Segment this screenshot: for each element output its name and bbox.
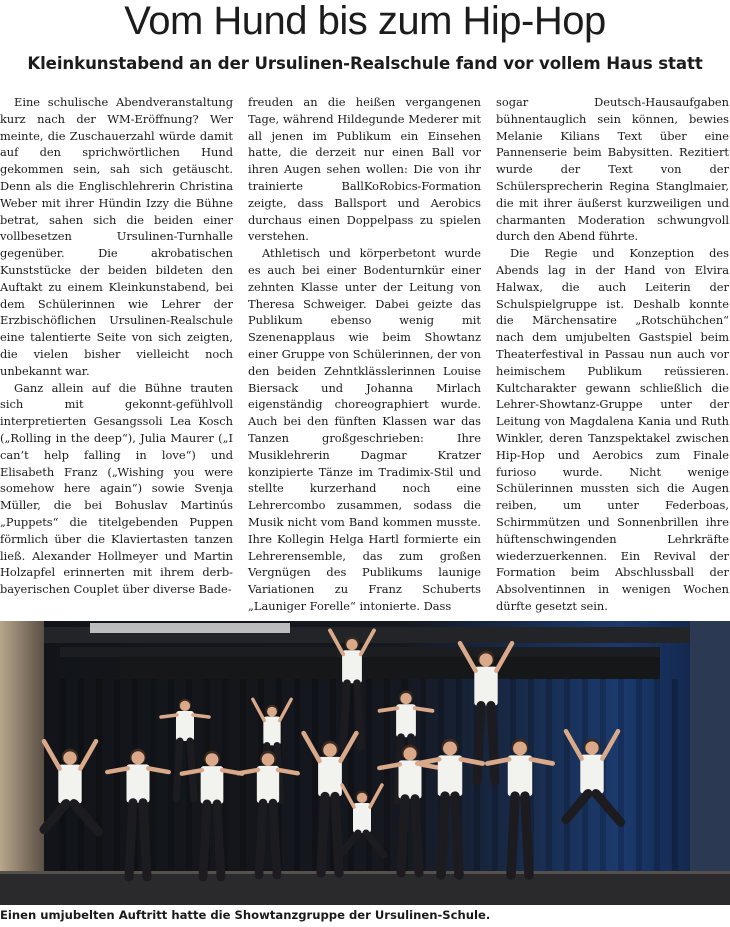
article-body <box>0 94 730 613</box>
curtain-valance <box>120 657 660 679</box>
article-column-2 <box>248 94 481 615</box>
stage-scene <box>0 621 730 905</box>
paragraph: Die Regie und Konzeption des Abends lag in der Hand von Elvira Halwax, die auch Leiterin der Schulspielgruppe ist. Deshalb konnte die Märchensatire „Rotschühchen“ nach dem umjubelten Gastspiel beim Theaterfestival in Passau nun auch vor heimischem Publikum reüssieren. Kultcharakter gewann schließlich die Lehrer-Showtanz-Gruppe unter der Leitung von Magdalena Kania und Ruth Winkler, deren Tanzspektakel zwischen Hip-Hop und Aerobics zum Finale furioso wurde. Nicht wenige Schülerinnen mussten sich die Augen reiben, um unter Federboas, Schirmmützen und Sonnenbrillen ihre hüftenschwingenden Lehrkräfte wiederzuerkennen. Ein Revival der Formation beim Abschlussball der Absolventinnen in wenigen Wochen dürfte gesetzt sein. <box>496 246 729 613</box>
curtain-fold <box>636 679 642 873</box>
curtain-fold <box>564 679 570 873</box>
paragraph: Ganz allein auf die Bühne trauten sich mit gekonnt-gefühlvoll interpretierten Gesangssoli Lea Kosch („Rolling in the deep“), Julia Maurer („I can’t help falling in love“) und Elisabeth Franz („Wishing you were somehow here again“) sowie Svenja Müller, die bei Bohuslav Martinús „Puppets“ die titelgebenden Puppen förmlich über die Klaviertasten tanzen ließ. Alexander Hollmeyer und Martin Holzapfel erinnerten mit ihrem derb-bayerischen Couplet über diverse Bade- <box>0 380 233 597</box>
curtain-fold <box>150 679 156 873</box>
curtain-fold <box>546 679 552 873</box>
stage-light-bar <box>90 623 290 633</box>
curtain-fold <box>654 679 660 873</box>
paragraph: Athletisch und körperbetont wurde es auch bei einer Bodenturnkür einer zehnten Klasse unter der Leitung von Theresa Schweiger. Dabei geizte das Publikum ebenso wenig mit Szenenapplaus wie beim Showtanz einer Gruppe von Schülerinnen, der von den beiden Zehntklässlerinnen Louise Biersack und Johanna Mirlach eigenständig choreographiert wurde. Auch bei den fünften Klassen war das Tanzen großgeschrieben: Ihre Musiklehrerin Dagmar Kratzer konzipierte Tänze im Tradimix-Stil und stellte kurzerhand noch eine Lehrercombo zusammen, sodass die Musik nicht vom Band kommen musste. Ihre Kollegin Helga Hartl formierte ein Lehrerensemble, das zum großen Vergnügen des Publikums launige Variationen zu Franz Schuberts „Launiger Forelle“ intonierte. Dass <box>248 246 481 613</box>
curtain-fold <box>672 679 678 873</box>
curtain-fold <box>294 679 300 873</box>
stage-edge <box>0 871 730 874</box>
dance-group-photo <box>0 621 730 905</box>
article-column-3 <box>496 94 729 615</box>
subheadline: Kleinkunstabend an der Ursulinen-Realschule fand vor vollem Haus statt <box>27 54 703 73</box>
photo-caption: Einen umjubelten Auftritt hatte die Showtanzgruppe der Ursulinen-Schule. <box>0 908 491 922</box>
headline: Vom Hund bis zum Hip-Hop <box>124 0 606 43</box>
curtain-fold <box>312 679 318 873</box>
curtain-fold <box>168 679 174 873</box>
paragraph: Eine schulische Abendveranstaltung kurz nach der WM-Eröffnung? Wer meinte, die Zuschauerzahl würde damit auf den sprichwörtlichen Hund gekommen sein, sah sich getäuscht. Denn als die Englischlehrerin Christina Weber mit ihrer Hündin Izzy die Bühne betrat, sahen sich die beiden einer vollbesetzen Ursulinen-Turnhalle gegenüber. Die akrobatischen Kunststücke der beiden bildeten den Auftakt zu einem Kleinkunstabend, bei dem Schülerinnen wie Lehrer der Erzbischöflichen Ursulinen-Realschule eine talentierte Seite von sich zeigten, die vielen bisher vielleicht noch unbekannt war. <box>0 95 233 378</box>
curtain-fold <box>240 679 246 873</box>
article-column-1 <box>0 94 233 598</box>
paragraph: freuden an die heißen vergangenen Tage, während Hildegunde Mederer mit all jenen im Publikum ein Einsehen hatte, die derzeit nur einen Ball vor ihren Augen sehen wollen: Die von ihr trainierte BallKoRobics-Formation zeigte, dass Ballsport und Aerobics durchaus einen Doppelpass zu spielen verstehen. <box>248 95 481 244</box>
curtain-fold <box>618 679 624 873</box>
stage-floor <box>0 873 730 905</box>
paragraph: sogar Deutsch-Hausaufgaben bühnentauglich sein können, bewies Melanie Kilians Text über eine Pannenserie beim Babysitten. Rezitiert wurde der Text von der Schülersprecherin Regina Stanglmaier, die mit ihrer äußerst kurzweiligen und charmanten Moderation schwungvoll durch den Abend führte. <box>496 95 729 244</box>
right-wall <box>690 621 730 905</box>
curtain-fold <box>96 679 102 873</box>
left-wall <box>0 621 44 905</box>
curtain-fold <box>114 679 120 873</box>
